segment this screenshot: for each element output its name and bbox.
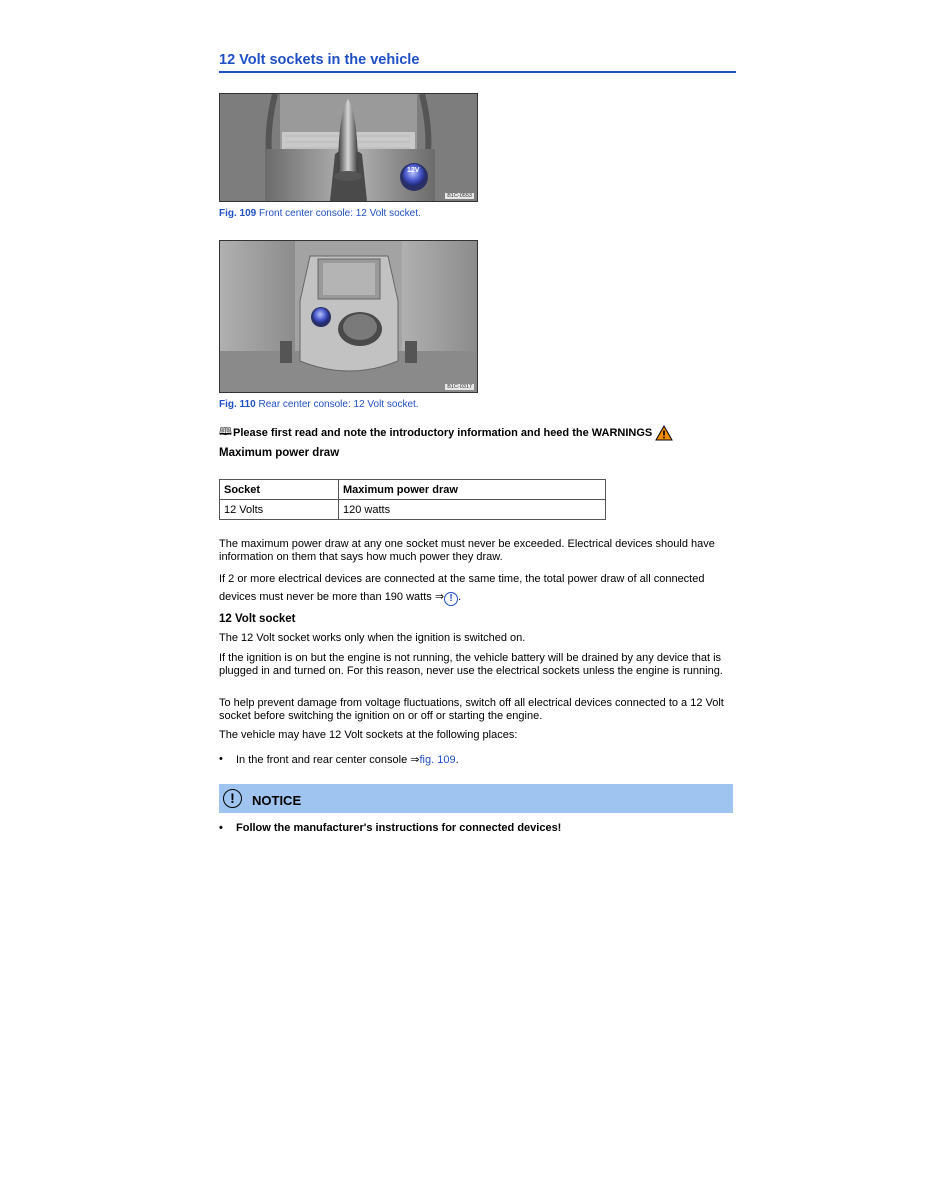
figure-number: Fig. 109 (219, 208, 257, 219)
bullet-dot: • (219, 822, 223, 834)
book-icon: 🕮 (219, 426, 232, 438)
paragraph-voltage: To help prevent damage from voltage fluctuations, switch off all electrical devices connected to a 12 Volt socket before switching the ignition on or off or starting the engine. (219, 697, 724, 722)
rear-console-illustration (220, 241, 477, 392)
figure-front-console (219, 93, 478, 202)
intro-notice (219, 423, 673, 442)
list-item (219, 753, 736, 766)
bullet-dot: • (219, 753, 223, 765)
table-cell: 120 watts (339, 500, 606, 520)
exclamation-circle-icon: ! (223, 789, 242, 808)
figure-rear-console (219, 240, 478, 393)
period: . (458, 591, 462, 603)
power-table (219, 479, 606, 520)
figure-caption (219, 208, 421, 219)
list-item-text: In the front and rear center console ⇒ (236, 754, 420, 766)
period: . (455, 754, 459, 766)
socket-12v-label: 12V (407, 167, 420, 174)
figure-caption-text: Rear center console: 12 Volt socket. (258, 399, 419, 410)
table-row (220, 500, 606, 520)
notice-item-text: Follow the manufacturer's instructions for connected devices! (236, 822, 562, 834)
notice-banner (219, 784, 733, 813)
table-cell: 12 Volts (220, 500, 339, 520)
front-console-illustration (220, 94, 477, 201)
table-header-row (220, 480, 606, 500)
notice-label: NOTICE (252, 793, 302, 808)
paragraph-ignition: The 12 Volt socket works only when the ignition is switched on. (219, 632, 526, 644)
fig-109-link[interactable]: fig. 109 (419, 754, 456, 766)
paragraph-max-draw: The maximum power draw at any one socket must never be exceeded. Electrical devices should have information on them that says how much power they draw. (219, 538, 715, 563)
heading-12v-socket: 12 Volt socket (219, 613, 296, 625)
table-header-power: Maximum power draw (339, 480, 606, 500)
paragraph-battery: If the ignition is on but the engine is not running, the vehicle battery will be drained by any device that is plugged in and turned on. For this reason, never use the electrical sockets unless the engine is running. (219, 652, 723, 677)
figure-caption (219, 399, 419, 410)
figure-caption-text: Front center console: 12 Volt socket. (259, 208, 421, 219)
paragraph-locations: The vehicle may have 12 Volt sockets at the following places: (219, 729, 518, 741)
heading-max-power: Maximum power draw (219, 447, 340, 459)
intro-notice-text: Please first read and note the introductory information and heed the WARNINGS (232, 426, 653, 439)
figure-number: Fig. 110 (219, 399, 256, 410)
notice-ref-icon[interactable]: ! (444, 592, 458, 606)
figure-code: B1C-0553 (447, 193, 472, 199)
warning-triangle-icon (655, 425, 673, 441)
figure-code: B1C-0317 (447, 384, 472, 390)
list-item (219, 822, 736, 834)
paragraph-multiple-devices-text: If 2 or more electrical devices are connected at the same time, the total power draw of all connected devices must never be more than 190 watts ⇒ (219, 573, 705, 603)
table-header-socket: Socket (220, 480, 339, 500)
paragraph-multiple-devices (219, 570, 736, 606)
section-title: 12 Volt sockets in the vehicle (219, 52, 736, 73)
